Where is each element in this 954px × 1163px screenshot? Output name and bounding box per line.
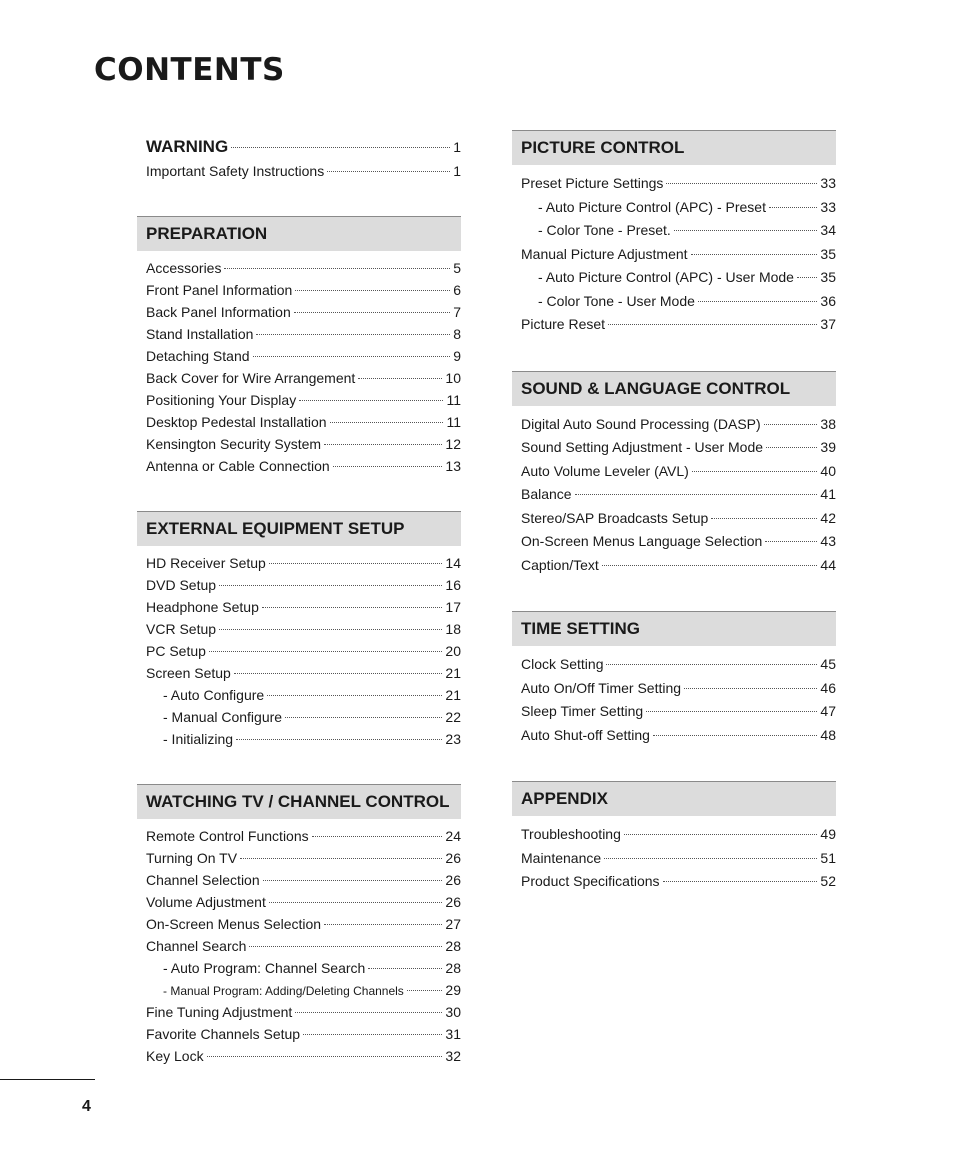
section-heading: WATCHING TV / CHANNEL CONTROL bbox=[137, 784, 461, 819]
leader-dots bbox=[303, 1033, 442, 1035]
toc-entry-page: 30 bbox=[445, 1004, 461, 1020]
leader-dots bbox=[236, 738, 442, 740]
toc-entry-page: 32 bbox=[445, 1048, 461, 1064]
toc-subentry[interactable] bbox=[137, 728, 461, 750]
toc-entry-label: Maintenance bbox=[521, 849, 602, 866]
leader-dots bbox=[219, 628, 442, 630]
toc-entry[interactable] bbox=[137, 1001, 461, 1023]
toc-entry-label: Turning On TV bbox=[146, 850, 238, 866]
toc-entry[interactable] bbox=[512, 172, 836, 196]
toc-entry-page: 51 bbox=[820, 849, 836, 866]
toc-entry-page: 14 bbox=[445, 555, 461, 571]
toc-entry-label: Digital Auto Sound Processing (DASP) bbox=[521, 415, 761, 432]
toc-entry[interactable] bbox=[137, 279, 461, 301]
toc-entry[interactable] bbox=[137, 257, 461, 279]
leader-dots bbox=[312, 835, 443, 837]
page-number: 4 bbox=[82, 1098, 91, 1115]
toc-entry-label: Balance bbox=[521, 486, 572, 502]
toc-entry-page: 20 bbox=[445, 643, 461, 659]
left-column bbox=[137, 130, 461, 1101]
leader-dots bbox=[263, 879, 443, 881]
leader-dots bbox=[646, 710, 817, 712]
toc-entry-label: Accessories bbox=[146, 260, 222, 276]
toc-entry[interactable] bbox=[512, 413, 836, 437]
section-external-equipment-setup bbox=[137, 511, 461, 750]
toc-entry[interactable] bbox=[137, 455, 461, 477]
leader-dots bbox=[295, 1011, 442, 1013]
toc-entry-label: Key Lock bbox=[146, 1048, 204, 1064]
leader-dots bbox=[327, 170, 450, 172]
toc-entry-page: 41 bbox=[820, 486, 836, 502]
toc-entry-page: 34 bbox=[820, 222, 836, 238]
toc-entry-page: 36 bbox=[820, 292, 836, 309]
toc-entry[interactable] bbox=[512, 870, 836, 894]
toc-entry-page: 46 bbox=[820, 679, 836, 696]
toc-subentry[interactable] bbox=[137, 684, 461, 706]
leader-dots bbox=[711, 517, 817, 519]
page-title: CONTENTS bbox=[94, 52, 285, 88]
toc-entry[interactable] bbox=[512, 530, 836, 554]
toc-entry-label: Important Safety Instructions bbox=[146, 163, 325, 179]
leader-dots bbox=[219, 584, 442, 586]
toc-entry-page: 12 bbox=[445, 436, 461, 452]
toc-entry-label: - Color Tone - Preset. bbox=[538, 222, 671, 238]
toc-entry[interactable] bbox=[512, 554, 836, 578]
toc-entry-label: - Manual Configure bbox=[163, 709, 283, 725]
toc-entry[interactable] bbox=[137, 662, 461, 684]
toc-entry-page: 1 bbox=[453, 163, 461, 179]
toc-subentry[interactable] bbox=[512, 266, 836, 290]
section-time-setting bbox=[512, 611, 836, 747]
toc-entry[interactable] bbox=[137, 825, 461, 847]
toc-entry[interactable] bbox=[137, 552, 461, 574]
toc-entry-page: 11 bbox=[446, 392, 461, 408]
toc-entry-label: Volume Adjustment bbox=[146, 894, 266, 910]
toc-entry-label: Picture Reset bbox=[521, 316, 606, 332]
leader-dots bbox=[602, 564, 818, 566]
toc-entry-page: 5 bbox=[453, 260, 461, 276]
leader-dots bbox=[240, 857, 442, 859]
toc-entry[interactable] bbox=[137, 869, 461, 891]
toc-entry[interactable] bbox=[512, 483, 836, 507]
toc-entry[interactable] bbox=[137, 301, 461, 323]
leader-dots bbox=[368, 967, 442, 969]
toc-entry-page: 38 bbox=[820, 415, 836, 432]
leader-dots bbox=[231, 146, 450, 148]
toc-entry-page: 26 bbox=[445, 872, 461, 888]
toc-entry-label: On-Screen Menus Selection bbox=[146, 916, 322, 932]
toc-entry-label: - Auto Program: Channel Search bbox=[163, 960, 366, 976]
leader-dots bbox=[604, 857, 817, 859]
toc-entry-page: 27 bbox=[445, 916, 461, 932]
toc-entry-page: 33 bbox=[820, 198, 836, 215]
toc-entry-page: 49 bbox=[820, 826, 836, 842]
toc-entry-label: Channel Selection bbox=[146, 872, 260, 888]
toc-entry-page: 43 bbox=[820, 533, 836, 549]
toc-entry-label: - Manual Program: Adding/Deleting Channels bbox=[163, 984, 404, 998]
toc-entry[interactable] bbox=[137, 847, 461, 869]
toc-entry[interactable] bbox=[137, 935, 461, 957]
leader-dots bbox=[691, 253, 818, 255]
toc-entry-page: 26 bbox=[445, 894, 461, 910]
toc-entry[interactable] bbox=[512, 653, 836, 677]
toc-entry-page: 44 bbox=[820, 556, 836, 573]
toc-entry-page: 21 bbox=[445, 687, 461, 703]
leader-dots bbox=[234, 672, 443, 674]
section-picture-control bbox=[512, 130, 836, 337]
toc-entry[interactable] bbox=[137, 433, 461, 455]
toc-entry-label: - Color Tone - User Mode bbox=[538, 292, 695, 309]
toc-entry[interactable] bbox=[512, 243, 836, 267]
leader-dots bbox=[674, 229, 818, 231]
leader-dots bbox=[663, 880, 818, 882]
leader-dots bbox=[769, 206, 817, 208]
toc-entry-page: 52 bbox=[820, 873, 836, 889]
toc-entry-label: Screen Setup bbox=[146, 665, 231, 681]
toc-entry[interactable] bbox=[137, 389, 461, 411]
leader-dots bbox=[267, 694, 442, 696]
toc-entry-page: 13 bbox=[445, 458, 461, 474]
toc-entry-page: 39 bbox=[820, 439, 836, 455]
leader-dots bbox=[797, 276, 817, 278]
toc-entry-label: Desktop Pedestal Installation bbox=[146, 414, 327, 430]
toc-entry-label: Sound Setting Adjustment - User Mode bbox=[521, 439, 764, 455]
toc-entry[interactable] bbox=[512, 724, 836, 748]
toc-entry-label: Caption/Text bbox=[521, 556, 599, 573]
toc-entry-page: 22 bbox=[445, 709, 461, 725]
toc-entry[interactable] bbox=[137, 160, 461, 182]
leader-dots bbox=[253, 355, 451, 357]
toc-entry-label: VCR Setup bbox=[146, 621, 217, 637]
toc-entry-label: PC Setup bbox=[146, 643, 206, 659]
toc-entry-page: 11 bbox=[446, 414, 461, 430]
toc-entry-label: Troubleshooting bbox=[521, 826, 621, 842]
toc-entry[interactable] bbox=[137, 891, 461, 913]
toc-subentry[interactable] bbox=[137, 979, 461, 1001]
section-heading: PICTURE CONTROL bbox=[512, 130, 836, 165]
toc-subentry[interactable] bbox=[137, 706, 461, 728]
toc-entry-label: Preset Picture Settings bbox=[521, 175, 664, 191]
leader-dots bbox=[766, 446, 817, 448]
leader-dots bbox=[324, 923, 442, 925]
toc-entry[interactable] bbox=[512, 436, 836, 460]
leader-dots bbox=[765, 540, 817, 542]
toc-entry-page: 9 bbox=[453, 348, 461, 364]
toc-entry[interactable] bbox=[512, 823, 836, 847]
section-sound-language-control bbox=[512, 371, 836, 578]
toc-list bbox=[137, 819, 461, 1067]
toc-entry-page: 28 bbox=[445, 960, 461, 976]
toc-entry-label: Remote Control Functions bbox=[146, 828, 309, 844]
toc-entry-label: Auto Shut-off Setting bbox=[521, 726, 650, 743]
toc-entry-page: 42 bbox=[820, 509, 836, 526]
toc-entry[interactable] bbox=[512, 460, 836, 484]
toc-entry-label: Clock Setting bbox=[521, 656, 604, 672]
leader-dots bbox=[624, 833, 818, 835]
toc-entry-page: 24 bbox=[445, 828, 461, 844]
leader-dots bbox=[653, 734, 817, 736]
toc-entry-page: 29 bbox=[445, 982, 461, 998]
toc-entry-label: DVD Setup bbox=[146, 577, 217, 593]
toc-list bbox=[137, 251, 461, 477]
toc-entry-label: - Auto Configure bbox=[163, 687, 265, 703]
leader-dots bbox=[269, 901, 443, 903]
leader-dots bbox=[269, 562, 443, 564]
leader-dots bbox=[608, 323, 817, 325]
section-watching-tv bbox=[137, 784, 461, 1067]
toc-entry-page: 18 bbox=[445, 621, 461, 637]
leader-dots bbox=[330, 421, 444, 423]
toc-entry-page: 35 bbox=[820, 269, 836, 285]
toc-entry-page: 28 bbox=[445, 938, 461, 954]
toc-entry-label: - Initializing bbox=[163, 731, 234, 747]
section-heading: PREPARATION bbox=[137, 216, 461, 251]
toc-entry-page: 21 bbox=[445, 665, 461, 681]
leader-dots bbox=[262, 606, 443, 608]
toc-entry-page: 1 bbox=[453, 139, 461, 155]
toc-entry-label: Back Cover for Wire Arrangement bbox=[146, 370, 356, 386]
leader-dots bbox=[606, 663, 817, 665]
section-heading: APPENDIX bbox=[512, 781, 836, 816]
toc-entry-label: Sleep Timer Setting bbox=[521, 703, 644, 719]
toc-list bbox=[512, 646, 836, 747]
toc-entry[interactable] bbox=[512, 847, 836, 871]
toc-entry-page: 7 bbox=[453, 304, 461, 320]
toc-entry-label: Auto On/Off Timer Setting bbox=[521, 679, 682, 696]
section-appendix bbox=[512, 781, 836, 894]
toc-subentry[interactable] bbox=[512, 196, 836, 220]
toc-entry-label: Positioning Your Display bbox=[146, 392, 297, 408]
toc-entry[interactable] bbox=[137, 323, 461, 345]
toc-entry-page: 23 bbox=[445, 731, 461, 747]
toc-entry[interactable] bbox=[137, 913, 461, 935]
toc-entry-label: Antenna or Cable Connection bbox=[146, 458, 330, 474]
toc-entry[interactable] bbox=[137, 1023, 461, 1045]
toc-entry[interactable] bbox=[137, 574, 461, 596]
leader-dots bbox=[324, 443, 442, 445]
leader-dots bbox=[692, 470, 818, 472]
leader-dots bbox=[207, 1055, 443, 1057]
toc-entry[interactable] bbox=[137, 1045, 461, 1067]
toc-entry-label: Stereo/SAP Broadcasts Setup bbox=[521, 509, 709, 526]
leader-dots bbox=[256, 333, 450, 335]
leader-dots bbox=[407, 989, 443, 991]
toc-entry[interactable] bbox=[137, 345, 461, 367]
leader-dots bbox=[249, 945, 442, 947]
toc-entry-label: Kensington Security System bbox=[146, 436, 322, 452]
leader-dots bbox=[295, 289, 450, 291]
leader-dots bbox=[698, 300, 818, 302]
toc-entry-label: Favorite Channels Setup bbox=[146, 1026, 301, 1042]
toc-entry-page: 35 bbox=[820, 245, 836, 262]
leader-dots bbox=[684, 687, 817, 689]
toc-entry-page: 17 bbox=[445, 599, 461, 615]
section-preparation bbox=[137, 216, 461, 477]
toc-entry-page: 10 bbox=[445, 370, 461, 386]
toc-entry-page: 6 bbox=[453, 282, 461, 298]
leader-dots bbox=[666, 182, 817, 184]
section-heading: TIME SETTING bbox=[512, 611, 836, 646]
toc-entry-label: Detaching Stand bbox=[146, 348, 250, 364]
toc-entry-label: Front Panel Information bbox=[146, 282, 293, 298]
toc-entry-warning[interactable] bbox=[137, 134, 461, 160]
leader-dots bbox=[294, 311, 450, 313]
toc-entry-label: Fine Tuning Adjustment bbox=[146, 1004, 293, 1020]
leader-dots bbox=[285, 716, 442, 718]
toc-entry-label: HD Receiver Setup bbox=[146, 555, 266, 571]
leader-dots bbox=[358, 377, 442, 379]
toc-subentry[interactable] bbox=[512, 219, 836, 243]
toc-entry[interactable] bbox=[512, 700, 836, 724]
toc-entry[interactable] bbox=[512, 677, 836, 701]
toc-entry-label: - Auto Picture Control (APC) - User Mode bbox=[538, 269, 794, 285]
toc-list bbox=[137, 546, 461, 750]
toc-subentry[interactable] bbox=[512, 290, 836, 314]
toc-entry-page: 16 bbox=[445, 577, 461, 593]
toc-entry-label: WARNING bbox=[146, 137, 229, 156]
toc-entry-label: Channel Search bbox=[146, 938, 247, 954]
toc-entry-label: Auto Volume Leveler (AVL) bbox=[521, 462, 689, 479]
toc-entry-page: 40 bbox=[820, 462, 836, 479]
toc-entry[interactable] bbox=[512, 507, 836, 531]
leader-dots bbox=[764, 423, 818, 425]
toc-entry-label: Back Panel Information bbox=[146, 304, 291, 320]
toc-entry-label: Stand Installation bbox=[146, 326, 254, 342]
toc-list bbox=[512, 816, 836, 894]
toc-entry[interactable] bbox=[512, 313, 836, 337]
toc-entry-page: 31 bbox=[445, 1026, 461, 1042]
leader-dots bbox=[224, 267, 450, 269]
footer-rule bbox=[0, 1079, 95, 1080]
toc-entry-page: 47 bbox=[820, 703, 836, 719]
toc-entry-page: 45 bbox=[820, 656, 836, 672]
toc-list bbox=[512, 406, 836, 578]
leader-dots bbox=[209, 650, 442, 652]
toc-entry-page: 48 bbox=[820, 726, 836, 743]
toc-entry-label: Product Specifications bbox=[521, 873, 660, 889]
toc-entry-label: Manual Picture Adjustment bbox=[521, 245, 688, 262]
toc-entry[interactable] bbox=[137, 640, 461, 662]
toc-entry-label: Headphone Setup bbox=[146, 599, 259, 615]
toc-entry[interactable] bbox=[137, 618, 461, 640]
toc-entry-label: - Auto Picture Control (APC) - Preset bbox=[538, 198, 766, 215]
toc-entry-label: On-Screen Menus Language Selection bbox=[521, 533, 763, 549]
toc-entry-page: 8 bbox=[453, 326, 461, 342]
leader-dots bbox=[575, 493, 818, 495]
toc-entry-page: 37 bbox=[820, 316, 836, 332]
toc-entry-page: 26 bbox=[445, 850, 461, 866]
toc-list bbox=[512, 165, 836, 337]
toc-entry[interactable] bbox=[137, 596, 461, 618]
leader-dots bbox=[333, 465, 443, 467]
warning-block bbox=[137, 130, 461, 182]
toc-entry-page: 33 bbox=[820, 175, 836, 191]
toc-subentry[interactable] bbox=[137, 957, 461, 979]
leader-dots bbox=[299, 399, 443, 401]
section-heading: SOUND & LANGUAGE CONTROL bbox=[512, 371, 836, 406]
section-heading: EXTERNAL EQUIPMENT SETUP bbox=[137, 511, 461, 546]
toc-entry[interactable] bbox=[137, 411, 461, 433]
right-column bbox=[512, 130, 836, 928]
toc-entry[interactable] bbox=[137, 367, 461, 389]
